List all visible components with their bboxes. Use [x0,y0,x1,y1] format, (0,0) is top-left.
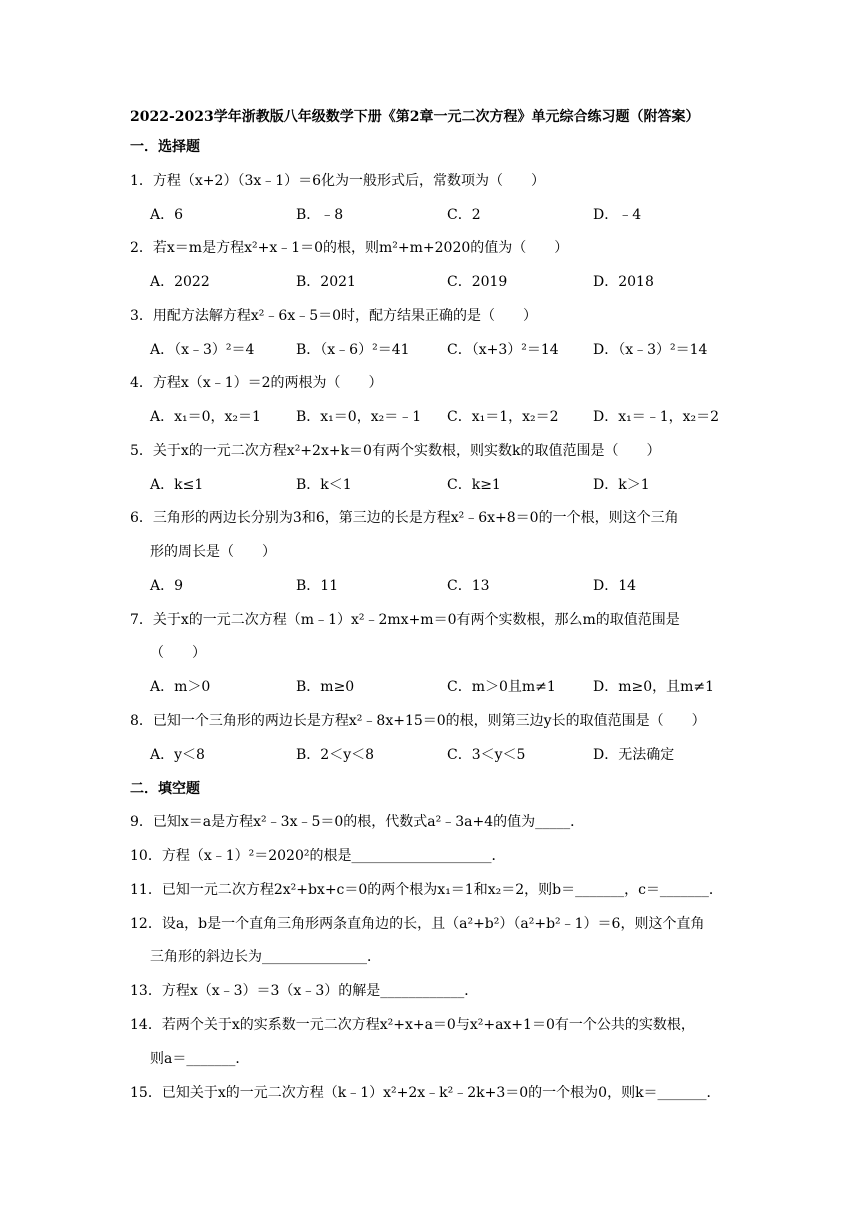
option-6c: C．13 [447,578,490,594]
option-1c: C．2 [447,207,481,223]
question-7-continued: （ ） [150,645,206,661]
option-4a: A．x₁＝0，x₂＝1 [150,409,261,425]
question-3: 3．用配方法解方程x²﹣6x﹣5＝0时，配方结果正确的是（ ） [130,308,538,324]
option-4d: D．x₁＝﹣1，x₂＝2 [593,409,720,425]
question-12: 12．设a，b是一个直角三角形两条直角边的长，且（a²+b²）（a²+b²﹣1）＝6，则这个直角 [130,916,705,932]
document-title: 2022-2023学年浙教版八年级数学下册《第2章一元二次方程》单元综合练习题（附答案） [130,109,700,125]
option-8d: D．无法确定 [593,747,675,763]
question-12-continued: 三角形的斜边长为_______________． [150,949,381,965]
question-15: 15．已知关于x的一元二次方程（k﹣1）x²+2x﹣k²﹣2k+3＝0的一个根为0，则k＝_______． [130,1085,721,1101]
question-14: 14．若两个关于x的实系数一元二次方程x²+x+a＝0与x²+ax+1＝0有一个公共的实数根， [130,1017,695,1033]
question-2: 2．若x＝m是方程x²+x﹣1＝0的根，则m²+m+2020的值为（ ） [130,240,569,256]
option-2c: C．2019 [447,274,508,290]
option-7a: A．m＞0 [150,679,211,695]
option-6a: A．9 [150,578,184,594]
option-7c: C．m＞0且m≠1 [447,679,556,695]
question-13: 13．方程x（x﹣3）＝3（x﹣3）的解是____________． [130,983,479,999]
option-2d: D．2018 [593,274,654,290]
option-2b: B．2021 [296,274,356,290]
question-10: 10．方程（x﹣1）²＝2020²的根是____________________． [130,848,506,864]
option-3d: D．（x﹣3）²＝14 [593,342,708,358]
option-3c: C．（x+3）²＝14 [447,342,559,358]
option-2a: A．2022 [150,274,210,290]
option-5d: D．k＞1 [593,477,650,493]
question-11: 11．已知一元二次方程2x²+bx+c＝0的两个根为x₁＝1和x₂＝2，则b＝_______，c＝_______． [130,882,723,898]
option-1d: D．﹣4 [593,207,642,223]
option-5a: A．k≤1 [150,477,204,493]
option-5b: B．k＜1 [296,477,352,493]
question-6-continued: 形的周长是（ ） [150,544,276,560]
section-heading-choice: 一．选择题 [130,139,200,155]
option-4c: C．x₁＝1，x₂＝2 [447,409,559,425]
option-1b: B．﹣8 [296,207,344,223]
question-9: 9．已知x＝a是方程x²﹣3x﹣5＝0的根，代数式a²﹣3a+4的值为_____． [130,814,585,830]
question-8: 8．已知一个三角形的两边长是方程x²﹣8x+15＝0的根，则第三边y长的取值范围是（ ） [130,713,706,729]
option-7d: D．m≥0，且m≠1 [593,679,715,695]
question-1: 1．方程（x+2）（3x﹣1）＝6化为一般形式后，常数项为（ ） [130,173,546,189]
question-7: 7．关于x的一元二次方程（m﹣1）x²﹣2mx+m＝0有两个实数根，那么m的取值范围是 [130,612,680,628]
option-3a: A．（x﹣3）²＝4 [150,342,255,358]
question-14-continued: 则a＝_______． [150,1051,250,1067]
option-4b: B．x₁＝0，x₂＝﹣1 [296,409,422,425]
option-6d: D．14 [593,578,637,594]
question-6: 6．三角形的两边长分别为3和6，第三边的长是方程x²﹣6x+8＝0的一个根，则这个三角 [130,510,679,526]
option-5c: C．k≥1 [447,477,501,493]
question-4: 4．方程x（x﹣1）＝2的两根为（ ） [130,375,383,391]
option-7b: B．m≥0 [296,679,355,695]
option-1a: A．6 [150,207,184,223]
option-3b: B．（x﹣6）²＝41 [296,342,410,358]
option-8c: C．3＜y＜5 [447,747,526,763]
option-8a: A．y＜8 [150,747,205,763]
option-6b: B．11 [296,578,339,594]
option-8b: B．2＜y＜8 [296,747,375,763]
question-5: 5．关于x的一元二次方程x²+2x+k＝0有两个实数根，则实数k的取值范围是（ ） [130,443,661,459]
section-heading-fill: 二．填空题 [130,781,200,797]
